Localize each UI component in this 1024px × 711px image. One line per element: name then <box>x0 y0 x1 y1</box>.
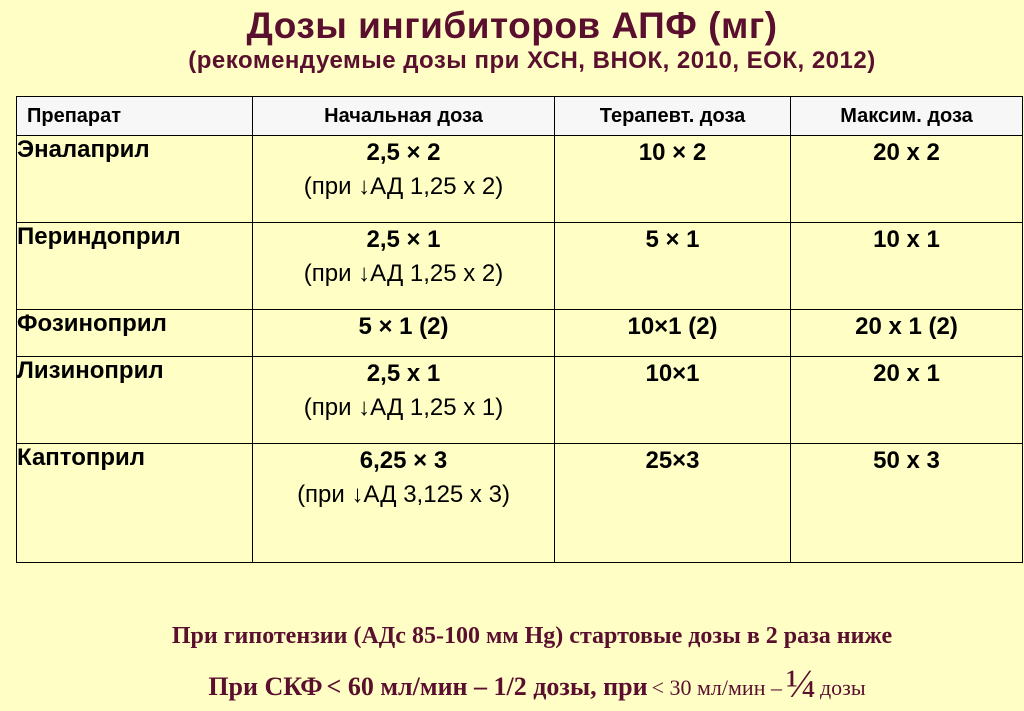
max-dose-cell <box>791 136 1023 223</box>
therapeutic-dose-cell <box>555 444 791 563</box>
footer-note-gfr <box>0 661 1024 711</box>
max-dose: 20 х 1 <box>873 360 940 387</box>
initial-dose-cell <box>253 357 555 444</box>
therapeutic-dose-cell <box>555 357 791 444</box>
initial-dose-cell <box>253 223 555 310</box>
footer-line2-part2: < 60 мл/мин – 1/2 дозы, при <box>326 672 648 701</box>
header-drug: Препарат <box>17 97 253 136</box>
initial-dose-note: (при ↓АД 1,25 х 1) <box>303 394 504 421</box>
table-row <box>17 223 1023 310</box>
therapeutic-dose: 5 × 1 <box>645 226 700 253</box>
therapeutic-dose: 10×1 (2) <box>627 313 718 340</box>
initial-dose: 6,25 × 3 <box>359 447 448 474</box>
footer-note-hypotension <box>0 620 1024 652</box>
max-dose-cell <box>791 223 1023 310</box>
dose-table <box>16 96 1023 563</box>
max-dose: 20 х 2 <box>873 139 940 166</box>
table-row <box>17 444 1023 563</box>
initial-dose: 2,5 × 2 <box>366 139 441 166</box>
initial-dose-cell <box>253 136 555 223</box>
footer-line2-part3: < 30 мл/мин – <box>651 675 782 700</box>
max-dose: 20 х 1 (2) <box>855 313 958 340</box>
drug-name: Каптоприл <box>17 444 253 563</box>
initial-dose-cell <box>253 310 555 357</box>
max-dose: 10 х 1 <box>873 226 940 253</box>
initial-dose: 2,5 × 1 <box>366 226 441 253</box>
drug-name: Лизиноприл <box>17 357 253 444</box>
header-max-dose: Максим. доза <box>791 97 1023 136</box>
page-subtitle: (рекомендуемые дозы при ХСН, ВНОК, 2010, ЕОК, 2012) <box>188 47 876 74</box>
initial-dose-cell <box>253 444 555 563</box>
footer-line2-part4: дозы <box>819 675 866 700</box>
initial-dose-note: (при ↓АД 1,25 х 2) <box>303 173 504 200</box>
drug-name: Эналаприл <box>17 136 253 223</box>
initial-dose: 5 × 1 (2) <box>358 313 449 340</box>
max-dose-cell <box>791 444 1023 563</box>
table-row <box>17 310 1023 357</box>
header-therapeutic-dose: Терапевт. доза <box>555 97 791 136</box>
drug-name: Фозиноприл <box>17 310 253 357</box>
initial-dose-note: (при ↓АД 1,25 х 2) <box>303 260 504 287</box>
table-row <box>17 357 1023 444</box>
max-dose-cell <box>791 310 1023 357</box>
initial-dose: 2,5 х 1 <box>366 360 441 387</box>
header-initial-dose: Начальная доза <box>253 97 555 136</box>
therapeutic-dose: 10 × 2 <box>638 139 707 166</box>
table-header-row <box>17 97 1023 136</box>
page-title: Дозы ингибиторов АПФ (мг) <box>246 5 778 46</box>
footer-line2-fraction: ¼ <box>785 661 816 706</box>
table-row <box>17 136 1023 223</box>
footer-line2-part1: При СКФ <box>208 672 323 701</box>
therapeutic-dose-cell <box>555 136 791 223</box>
initial-dose-note: (при ↓АД 3,125 х 3) <box>297 481 510 508</box>
max-dose-cell <box>791 357 1023 444</box>
therapeutic-dose-cell <box>555 223 791 310</box>
footer-line2 <box>208 661 866 706</box>
therapeutic-dose: 25×3 <box>645 447 700 474</box>
therapeutic-dose-cell <box>555 310 791 357</box>
max-dose: 50 х 3 <box>873 447 940 474</box>
drug-name: Периндоприл <box>17 223 253 310</box>
footer-line1: При гипотензии (АДс 85-100 мм Hg) стартовые дозы в 2 раза ниже <box>171 623 893 649</box>
therapeutic-dose: 10×1 <box>645 360 700 387</box>
